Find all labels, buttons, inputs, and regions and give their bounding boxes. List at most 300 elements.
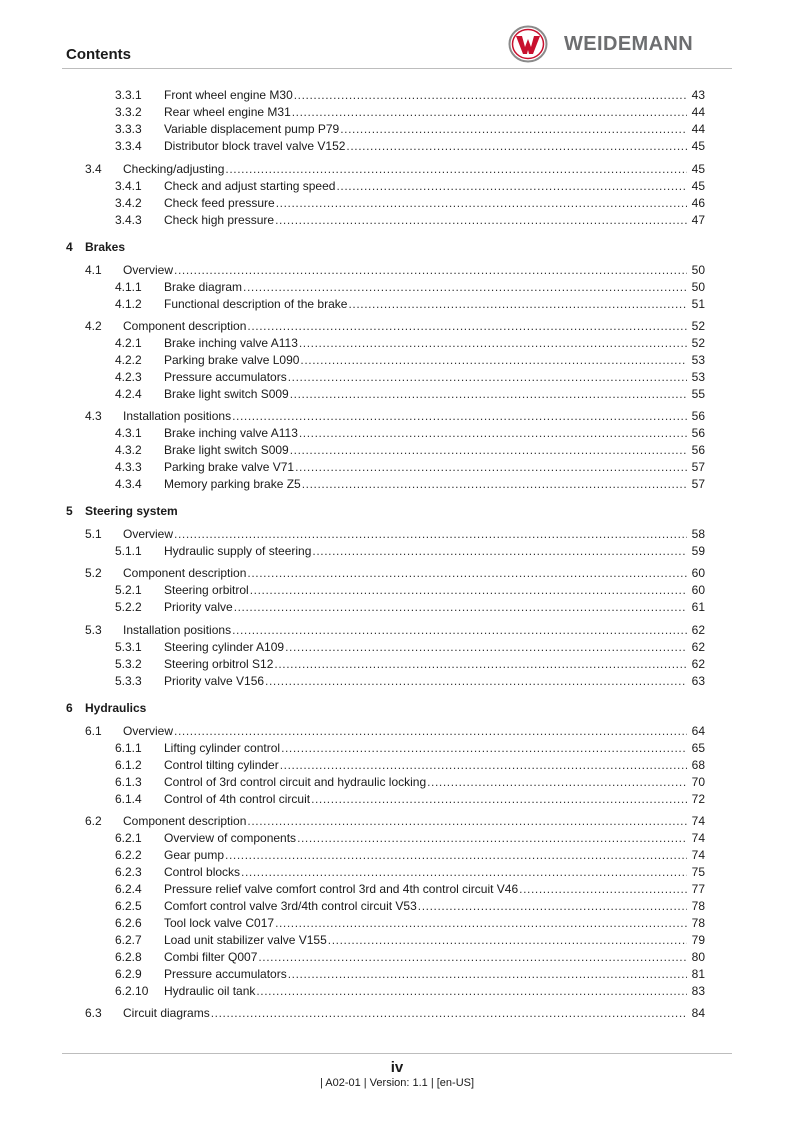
- toc-entry-title: Variable displacement pump P79: [164, 122, 340, 136]
- toc-entry[interactable]: [0, 673, 794, 690]
- toc-entry-title: Check high pressure: [164, 213, 275, 227]
- toc-entry-title: Hydraulic supply of steering: [164, 544, 312, 558]
- toc-entry[interactable]: [0, 526, 794, 543]
- toc-entry[interactable]: [0, 830, 794, 847]
- toc-entry-title: Priority valve: [164, 600, 233, 614]
- toc-entry-link[interactable]: [164, 121, 705, 138]
- toc-entry-title: Comfort control valve 3rd/4th control circuit V53: [164, 899, 417, 913]
- toc-entry-link[interactable]: [164, 296, 705, 313]
- toc-leader-dots: [275, 915, 687, 932]
- toc-entry-link[interactable]: [164, 830, 705, 847]
- toc-entry-number: 5.3.1: [115, 640, 142, 654]
- brand-name: WEIDEMANN: [564, 32, 694, 55]
- toc-entry-link[interactable]: [85, 503, 179, 520]
- toc-entry-link[interactable]: [164, 386, 705, 403]
- toc-entry[interactable]: [0, 195, 794, 212]
- toc-leader-dots: [258, 949, 687, 966]
- toc-entry-number: 4.3.3: [115, 460, 142, 474]
- toc-entry-page: 45: [691, 162, 705, 176]
- toc-entry[interactable]: [0, 881, 794, 898]
- toc-entry-title: Steering system: [85, 504, 178, 518]
- toc-entry-title: Load unit stabilizer valve V155: [164, 933, 327, 947]
- toc-entry-page: 74: [691, 848, 705, 862]
- toc-entry-title: Brake diagram: [164, 280, 243, 294]
- toc-leader-dots: [247, 318, 687, 335]
- toc-entry-page: 84: [691, 1006, 705, 1020]
- header-divider: [62, 68, 732, 69]
- toc-entry-number: 6.2.8: [115, 950, 142, 964]
- toc-entry[interactable]: [0, 459, 794, 476]
- toc-entry[interactable]: [0, 915, 794, 932]
- toc-entry-link[interactable]: [164, 87, 705, 104]
- toc-entry-title: Functional description of the brake: [164, 297, 348, 311]
- toc-entry-number: 4.3.2: [115, 443, 142, 457]
- toc-entry-link[interactable]: [164, 656, 705, 673]
- toc-entry-title: Pressure accumulators: [164, 370, 287, 384]
- toc-entry-link[interactable]: [164, 195, 705, 212]
- toc-entry[interactable]: [0, 335, 794, 352]
- toc-leader-dots: [280, 757, 687, 774]
- toc-entry[interactable]: [0, 639, 794, 656]
- toc-entry[interactable]: [0, 932, 794, 949]
- toc-entry-link[interactable]: [123, 318, 705, 335]
- toc-leader-dots: [299, 335, 687, 352]
- toc-leader-dots: [336, 178, 687, 195]
- toc-entry-page: 44: [691, 105, 705, 119]
- toc-leader-dots: [346, 138, 687, 155]
- toc-entry-title: Component description: [123, 566, 247, 580]
- toc-entry-link[interactable]: [85, 239, 126, 256]
- toc-entry-number: 3.4.3: [115, 213, 142, 227]
- toc-entry-link[interactable]: [164, 178, 705, 195]
- weidemann-w-logo-icon: [508, 25, 548, 63]
- toc-entry[interactable]: [0, 87, 794, 104]
- toc-entry[interactable]: [0, 898, 794, 915]
- toc-leader-dots: [247, 565, 687, 582]
- toc-entry-link[interactable]: [164, 599, 705, 616]
- toc-entry[interactable]: [0, 565, 794, 582]
- toc-entry[interactable]: [0, 296, 794, 313]
- toc-entry[interactable]: [0, 352, 794, 369]
- toc-entry-title: Priority valve V156: [164, 674, 265, 688]
- toc-entry-page: 63: [691, 674, 705, 688]
- toc-entry-page: 72: [691, 792, 705, 806]
- toc-leader-dots: [312, 543, 687, 560]
- toc-leader-dots: [243, 279, 687, 296]
- brand-logo: [508, 26, 693, 62]
- toc-leader-dots: [281, 740, 687, 757]
- toc-entry-link[interactable]: [164, 966, 705, 983]
- toc-entry-page: 46: [691, 196, 705, 210]
- toc-leader-dots: [241, 864, 687, 881]
- toc-entry-number: 3.3.3: [115, 122, 142, 136]
- toc-entry-title: Brake inching valve A113: [164, 426, 298, 440]
- toc-entry-page: 55: [691, 387, 705, 401]
- toc-leader-dots: [300, 352, 687, 369]
- toc-entry-page: 62: [691, 623, 705, 637]
- toc-entry-link[interactable]: [164, 949, 705, 966]
- toc-entry-link[interactable]: [123, 723, 705, 740]
- toc-entry[interactable]: [0, 599, 794, 616]
- toc-entry[interactable]: [0, 161, 794, 178]
- toc-leader-dots: [311, 791, 687, 808]
- toc-entry-number: 4.2.3: [115, 370, 142, 384]
- toc-entry-number: 3.3.1: [115, 88, 142, 102]
- toc-leader-dots: [211, 1005, 687, 1022]
- toc-entry-number: 6.2.7: [115, 933, 142, 947]
- toc-entry-number: 4.3: [85, 409, 102, 423]
- toc-entry-link[interactable]: [164, 774, 705, 791]
- toc-leader-dots: [275, 212, 687, 229]
- toc-entry-link[interactable]: [164, 582, 705, 599]
- toc-entry-number: 5.2.1: [115, 583, 142, 597]
- toc-entry-number: 3.4: [85, 162, 102, 176]
- toc-entry-page: 64: [691, 724, 705, 738]
- toc-entry-link[interactable]: [164, 847, 705, 864]
- toc-leader-dots: [297, 830, 687, 847]
- toc-entry-link[interactable]: [123, 408, 705, 425]
- toc-entry[interactable]: [0, 847, 794, 864]
- toc-entry-title: Control tilting cylinder: [164, 758, 279, 772]
- toc-entry[interactable]: [0, 104, 794, 121]
- toc-entry-link[interactable]: [164, 983, 705, 1000]
- toc-entry-page: 78: [691, 916, 705, 930]
- toc-entry-link[interactable]: [123, 1005, 705, 1022]
- toc-leader-dots: [276, 195, 687, 212]
- page-number: iv: [390, 1059, 404, 1076]
- toc-leader-dots: [519, 881, 687, 898]
- toc-entry-link[interactable]: [123, 262, 705, 279]
- toc-entry-title: Pressure relief valve comfort control 3rd and 4th control circuit V46: [164, 882, 519, 896]
- toc-entry-page: 56: [691, 409, 705, 423]
- toc-entry[interactable]: [0, 983, 794, 1000]
- toc-entry-title: Brake light switch S009: [164, 387, 289, 401]
- toc-entry-link[interactable]: [123, 526, 705, 543]
- toc-entry-page: 56: [691, 426, 705, 440]
- toc-entry-title: Brakes: [85, 240, 126, 254]
- toc-entry-number: 5.2.2: [115, 600, 142, 614]
- toc-leader-dots: [328, 932, 687, 949]
- toc-entry-title: Check feed pressure: [164, 196, 275, 210]
- toc-entry[interactable]: [0, 582, 794, 599]
- toc-entry-page: 65: [691, 741, 705, 755]
- toc-entry-title: Memory parking brake Z5: [164, 477, 301, 491]
- toc-entry-number: 4.3.4: [115, 477, 142, 491]
- toc-entry-title: Control of 4th control circuit: [164, 792, 311, 806]
- toc-entry-title: Checking/adjusting: [123, 162, 225, 176]
- toc-entry-page: 44: [691, 122, 705, 136]
- toc-entry-number: 4: [66, 240, 73, 254]
- toc-entry[interactable]: [0, 757, 794, 774]
- toc-entry-title: Lifting cylinder control: [164, 741, 281, 755]
- toc-leader-dots: [174, 526, 687, 543]
- toc-entry-title: Component description: [123, 319, 247, 333]
- toc-entry-page: 50: [691, 263, 705, 277]
- toc-entry-number: 6.2.6: [115, 916, 142, 930]
- toc-entry[interactable]: [0, 279, 794, 296]
- toc-entry[interactable]: [0, 476, 794, 493]
- toc-entry-number: 5.3: [85, 623, 102, 637]
- toc-entry-number: 6.1.2: [115, 758, 142, 772]
- toc-entry-title: Steering cylinder A109: [164, 640, 285, 654]
- page-title: Contents: [66, 46, 131, 63]
- toc-entry-number: 4.2.2: [115, 353, 142, 367]
- toc-leader-dots: [225, 161, 687, 178]
- toc-leader-dots: [247, 813, 687, 830]
- toc-entry-title: Circuit diagrams: [123, 1006, 210, 1020]
- toc-entry-link[interactable]: [164, 898, 705, 915]
- toc-entry-link[interactable]: [164, 459, 705, 476]
- toc-entry-link[interactable]: [123, 813, 705, 830]
- toc-entry-title: Installation positions: [123, 409, 232, 423]
- toc-entry-page: 60: [691, 583, 705, 597]
- toc-entry-number: 5.1: [85, 527, 102, 541]
- toc-entry-number: 5.1.1: [115, 544, 142, 558]
- toc-entry-title: Hydraulics: [85, 701, 147, 715]
- toc-entry[interactable]: [0, 966, 794, 983]
- toc-entry-page: 53: [691, 353, 705, 367]
- toc-leader-dots: [250, 582, 687, 599]
- toc-entry-link[interactable]: [164, 212, 705, 229]
- toc-leader-dots: [427, 774, 687, 791]
- toc-entry-link[interactable]: [164, 369, 705, 386]
- toc-entry-number: 3.4.1: [115, 179, 142, 193]
- toc-entry[interactable]: [0, 138, 794, 155]
- toc-entry-page: 75: [691, 865, 705, 879]
- toc-leader-dots: [294, 87, 687, 104]
- toc-entry-link[interactable]: [123, 161, 705, 178]
- toc-entry[interactable]: [0, 318, 794, 335]
- toc-entry-page: 74: [691, 814, 705, 828]
- toc-entry-page: 45: [691, 179, 705, 193]
- toc-entry-number: 6.2.4: [115, 882, 142, 896]
- toc-entry-title: Steering orbitrol: [164, 583, 249, 597]
- toc-entry-page: 50: [691, 280, 705, 294]
- toc-leader-dots: [290, 442, 687, 459]
- toc-entry-number: 4.1.1: [115, 280, 142, 294]
- toc-entry[interactable]: [0, 543, 794, 560]
- toc-entry[interactable]: [0, 723, 794, 740]
- toc-leader-dots: [234, 599, 687, 616]
- toc-entry-title: Gear pump: [164, 848, 225, 862]
- toc-entry-title: Overview: [123, 263, 174, 277]
- toc-entry-page: 60: [691, 566, 705, 580]
- toc-entry[interactable]: [0, 813, 794, 830]
- toc-entry-page: 61: [691, 600, 705, 614]
- toc-entry-title: Rear wheel engine M31: [164, 105, 291, 119]
- toc-leader-dots: [299, 425, 687, 442]
- toc-entry-number: 6.2.1: [115, 831, 142, 845]
- toc-entry-title: Tool lock valve C017: [164, 916, 275, 930]
- toc-entry-link[interactable]: [164, 335, 705, 352]
- toc-entry-title: Overview: [123, 527, 174, 541]
- toc-entry-title: Installation positions: [123, 623, 232, 637]
- toc-entry-link[interactable]: [164, 757, 705, 774]
- toc-entry-number: 6.2: [85, 814, 102, 828]
- toc-entry-title: Control of 3rd control circuit and hydraulic locking: [164, 775, 427, 789]
- toc-leader-dots: [292, 104, 687, 121]
- toc-entry-link[interactable]: [164, 352, 705, 369]
- toc-leader-dots: [295, 459, 687, 476]
- toc-entry-title: Hydraulic oil tank: [164, 984, 256, 998]
- document-version: | A02-01 | Version: 1.1 | [en-US]: [319, 1077, 475, 1089]
- toc-entry[interactable]: [0, 212, 794, 229]
- toc-entry-page: 70: [691, 775, 705, 789]
- toc-entry-link[interactable]: [164, 791, 705, 808]
- toc-entry-link[interactable]: [164, 138, 705, 155]
- toc-entry[interactable]: [0, 386, 794, 403]
- toc-entry[interactable]: [0, 442, 794, 459]
- toc-entry-page: 78: [691, 899, 705, 913]
- toc-entry[interactable]: [0, 740, 794, 757]
- toc-entry[interactable]: [0, 262, 794, 279]
- toc-entry-link[interactable]: [164, 476, 705, 493]
- toc-entry-link[interactable]: [164, 639, 705, 656]
- toc-entry-page: 56: [691, 443, 705, 457]
- toc-entry-number: 6.1: [85, 724, 102, 738]
- toc-entry-link[interactable]: [164, 425, 705, 442]
- toc-entry-link[interactable]: [164, 932, 705, 949]
- toc-entry-number: 6.2.10: [115, 984, 149, 998]
- toc-entry-title: Brake light switch S009: [164, 443, 289, 457]
- toc-entry-page: 45: [691, 139, 705, 153]
- toc-leader-dots: [274, 656, 687, 673]
- toc-entry-page: 74: [691, 831, 705, 845]
- toc-leader-dots: [290, 386, 687, 403]
- toc-entry-number: 6.2.5: [115, 899, 142, 913]
- toc-entry[interactable]: [0, 656, 794, 673]
- toc-entry-page: 80: [691, 950, 705, 964]
- toc-leader-dots: [340, 121, 687, 138]
- toc-entry-number: 6.2.3: [115, 865, 142, 879]
- toc-entry-number: 4.2.1: [115, 336, 142, 350]
- toc-entry-link[interactable]: [164, 864, 705, 881]
- toc-leader-dots: [174, 262, 687, 279]
- toc-entry-number: 3.3.2: [115, 105, 142, 119]
- toc-chapter[interactable]: [0, 700, 794, 717]
- toc-entry[interactable]: [0, 949, 794, 966]
- toc-entry-number: 4.1.2: [115, 297, 142, 311]
- toc-entry[interactable]: [0, 408, 794, 425]
- toc-entry-link[interactable]: [164, 673, 705, 690]
- toc-entry-page: 62: [691, 657, 705, 671]
- toc-entry-page: 68: [691, 758, 705, 772]
- toc-entry-number: 4.2: [85, 319, 102, 333]
- toc-entry-number: 5.3.3: [115, 674, 142, 688]
- toc-entry-title: Component description: [123, 814, 247, 828]
- toc-entry[interactable]: [0, 369, 794, 386]
- toc-entry-title: Parking brake valve L090: [164, 353, 300, 367]
- toc-entry[interactable]: [0, 864, 794, 881]
- footer-divider: [62, 1053, 732, 1054]
- toc-entry[interactable]: [0, 774, 794, 791]
- toc-entry-link[interactable]: [164, 881, 705, 898]
- toc-entry-page: 59: [691, 544, 705, 558]
- toc-entry-number: 6.2.9: [115, 967, 142, 981]
- toc-leader-dots: [302, 476, 687, 493]
- toc-entry[interactable]: [0, 425, 794, 442]
- toc-entry-number: 4.3.1: [115, 426, 142, 440]
- toc-entry-number: 6.2.2: [115, 848, 142, 862]
- toc-entry-link[interactable]: [123, 565, 705, 582]
- toc-entry-title: Overview of components: [164, 831, 297, 845]
- toc-entry-page: 77: [691, 882, 705, 896]
- toc-leader-dots: [256, 983, 687, 1000]
- toc-leader-dots: [348, 296, 687, 313]
- toc-entry-number: 3.4.2: [115, 196, 142, 210]
- toc-entry[interactable]: [0, 622, 794, 639]
- toc-leader-dots: [288, 966, 687, 983]
- toc-entry-link[interactable]: [164, 279, 705, 296]
- toc-entry-page: 83: [691, 984, 705, 998]
- toc-entry-number: 4.1: [85, 263, 102, 277]
- toc-entry-link[interactable]: [85, 700, 147, 717]
- toc-entry-link[interactable]: [164, 740, 705, 757]
- toc-entry-title: Combi filter Q007: [164, 950, 258, 964]
- toc-entry-number: 5: [66, 504, 73, 518]
- toc-entry[interactable]: [0, 791, 794, 808]
- toc-entry-title: Pressure accumulators: [164, 967, 287, 981]
- toc-entry-page: 52: [691, 336, 705, 350]
- toc-leader-dots: [418, 898, 687, 915]
- toc-entry[interactable]: [0, 121, 794, 138]
- toc-entry-page: 79: [691, 933, 705, 947]
- toc-entry-number: 4.2.4: [115, 387, 142, 401]
- toc-entry-page: 52: [691, 319, 705, 333]
- toc-chapter[interactable]: [0, 503, 794, 520]
- toc-entry-link[interactable]: [164, 915, 705, 932]
- toc-entry-number: 5.3.2: [115, 657, 142, 671]
- toc-leader-dots: [288, 369, 687, 386]
- toc-entry-number: 6.1.1: [115, 741, 142, 755]
- toc-entry-link[interactable]: [164, 442, 705, 459]
- toc-chapter[interactable]: [0, 239, 794, 256]
- toc-entry-title: Overview: [123, 724, 174, 738]
- toc-entry-page: 57: [691, 477, 705, 491]
- toc-entry-page: 47: [691, 213, 705, 227]
- toc-entry[interactable]: [0, 1005, 794, 1022]
- toc-entry-number: 6: [66, 701, 73, 715]
- toc-entry-title: Parking brake valve V71: [164, 460, 295, 474]
- toc-leader-dots: [232, 408, 687, 425]
- toc-entry-title: Brake inching valve A113: [164, 336, 298, 350]
- toc-entry-title: Control blocks: [164, 865, 241, 879]
- toc-entry-page: 51: [691, 297, 705, 311]
- toc-entry-link[interactable]: [164, 104, 705, 121]
- toc-entry-number: 5.2: [85, 566, 102, 580]
- toc-entry-title: Distributor block travel valve V152: [164, 139, 346, 153]
- toc-entry-page: 62: [691, 640, 705, 654]
- toc-entry-number: 3.3.4: [115, 139, 142, 153]
- toc-entry-title: Front wheel engine M30: [164, 88, 293, 102]
- toc-entry-link[interactable]: [123, 622, 705, 639]
- toc-entry-number: 6.3: [85, 1006, 102, 1020]
- toc-entry-page: 43: [691, 88, 705, 102]
- toc-entry-title: Check and adjust starting speed: [164, 179, 336, 193]
- toc-entry-title: Steering orbitrol S12: [164, 657, 274, 671]
- toc-entry-number: 6.1.4: [115, 792, 142, 806]
- toc-entry-link[interactable]: [164, 543, 705, 560]
- toc-entry-page: 58: [691, 527, 705, 541]
- toc-entry-page: 81: [691, 967, 705, 981]
- toc-entry-number: 6.1.3: [115, 775, 142, 789]
- toc-entry-page: 53: [691, 370, 705, 384]
- toc-entry-page: 57: [691, 460, 705, 474]
- toc-entry[interactable]: [0, 178, 794, 195]
- toc-leader-dots: [225, 847, 687, 864]
- toc-leader-dots: [232, 622, 687, 639]
- toc-leader-dots: [174, 723, 687, 740]
